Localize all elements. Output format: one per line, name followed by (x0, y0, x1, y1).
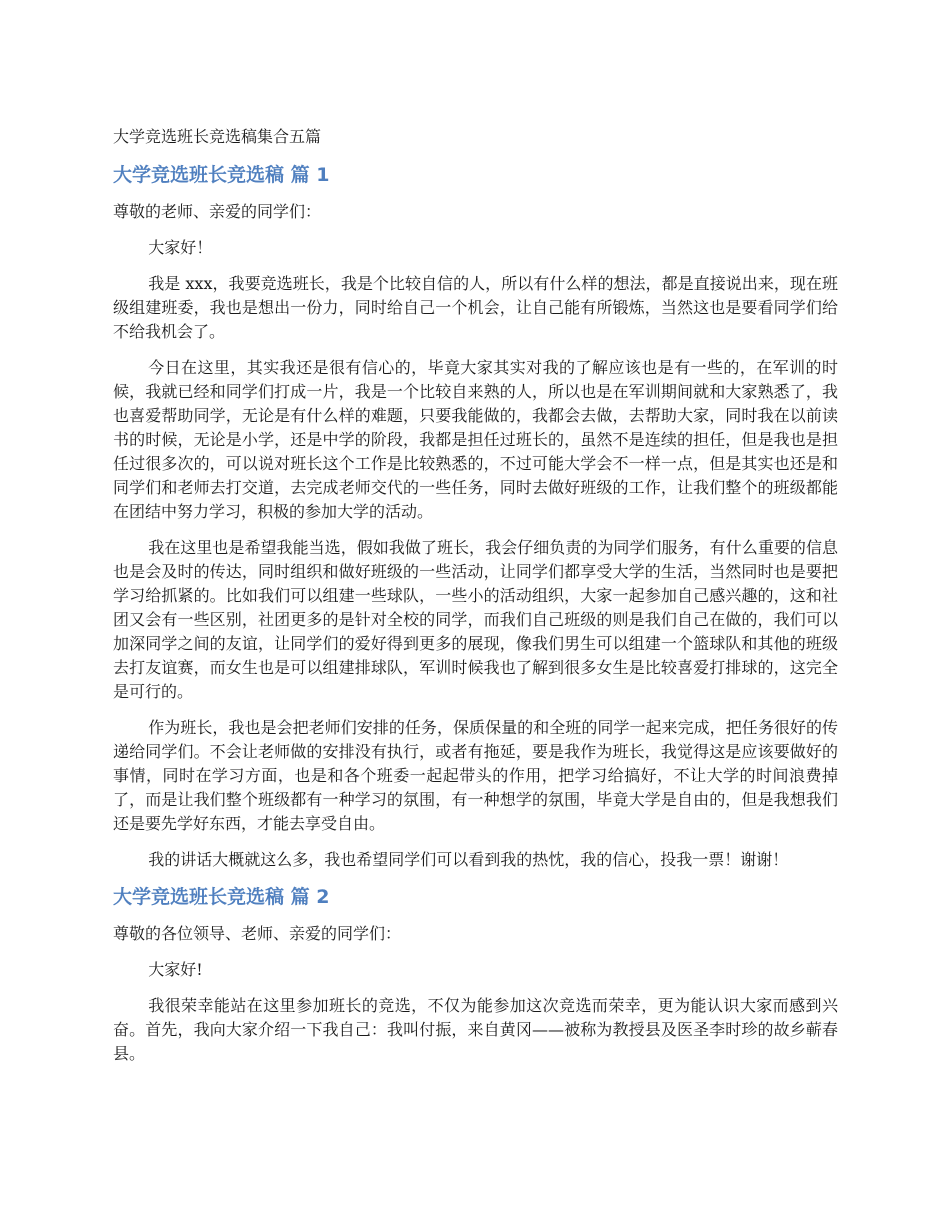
greeting-line: 尊敬的各位领导、老师、亲爱的同学们： (113, 924, 402, 943)
paragraph: 我在这里也是希望我能当选，假如我做了班长，我会仔细负责的为同学们服务，有什么重要的信息也是会及时的传达，同时组织和做好班级的一些活动，让同学们都享受大学的生活，当然同时也是要把学习给抓紧的。比如我们可以组建一些球队，一些小的活动组织，大家一起参加自己感兴趣的，这和社团又会有一些区别，社团更多的是针对全校的同学，而我们自己班级的则是我们自己在做的，我们可以加深同学之间的友谊，让同学们的爱好得到更多的展现，像我们男生可以组建一个篮球队和其他的班级去打友谊赛，而女生也是可以组建排球队，军训时候我也了解到很多女生是比较喜爱打排球的，这完全是可行的。 (113, 538, 838, 701)
section-heading: 大学竞选班长竞选稿 篇 1 (113, 164, 330, 186)
section-heading: 大学竞选班长竞选稿 篇 2 (113, 886, 330, 908)
paragraph: 大家好! (148, 960, 203, 979)
document-title: 大学竞选班长竞选稿集合五篇 (113, 127, 322, 146)
document-page (113, 124, 838, 1078)
paragraph: 大家好！ (148, 238, 213, 257)
paragraph: 今日在这里，其实我还是很有信心的，毕竟大家其实对我的了解应该也是有一些的，在军训的时候，我就已经和同学们打成一片，我是一个比较自来熟的人，所以也是在军训期间就和大家熟悉了，我也喜爱帮助同学，无论是有什么样的难题，只要我能做的，我都会去做，去帮助大家，同时我在以前读书的时候，无论是小学，还是中学的阶段，我都是担任过班长的，虽然不是连续的担任，但是我也是担任过很多次的，可以说对班长这个工作是比较熟悉的，不过可能大学会不一样一点，但是其实也还是和同学们和老师去打交道，去完成老师交代的一些任务，同时去做好班级的工作，让我们整个的班级都能在团结中努力学习，积极的参加大学的活动。 (113, 358, 838, 521)
paragraph: 我的讲话大概就这么多，我也希望同学们可以看到我的热忱，我的信心，投我一票！谢谢！ (148, 850, 789, 869)
greeting-line: 尊敬的老师、亲爱的同学们： (113, 202, 322, 221)
section-1 (113, 162, 838, 872)
section-2 (113, 884, 838, 1066)
paragraph: 我很荣幸能站在这里参加班长的竞选，不仅为能参加这次竞选而荣幸，更为能认识大家而感到兴奋。首先，我向大家介绍一下我自己：我叫付振，来自黄冈——被称为教授县及医圣李时珍的故乡蕲春县。 (113, 996, 838, 1063)
paragraph: 作为班长，我也是会把老师们安排的任务，保质保量的和全班的同学一起来完成，把任务很好的传递给同学们。不会让老师做的安排没有执行，或者有拖延，要是我作为班长，我觉得这是应该要做好的事情，同时在学习方面，也是和各个班委一起起带头的作用，把学习给搞好，不让大学的时间浪费掉了，而是让我们整个班级都有一种学习的氛围，有一种想学的氛围，毕竟大学是自由的，但是我想我们还是要先学好东西，才能去享受自由。 (113, 718, 838, 833)
paragraph: 我是 xxx，我要竞选班长，我是个比较自信的人，所以有什么样的想法，都是直接说出来，现在班级组建班委，我也是想出一份力，同时给自己一个机会，让自己能有所锻炼，当然这也是要看同学们给不给我机会了。 (113, 274, 838, 341)
